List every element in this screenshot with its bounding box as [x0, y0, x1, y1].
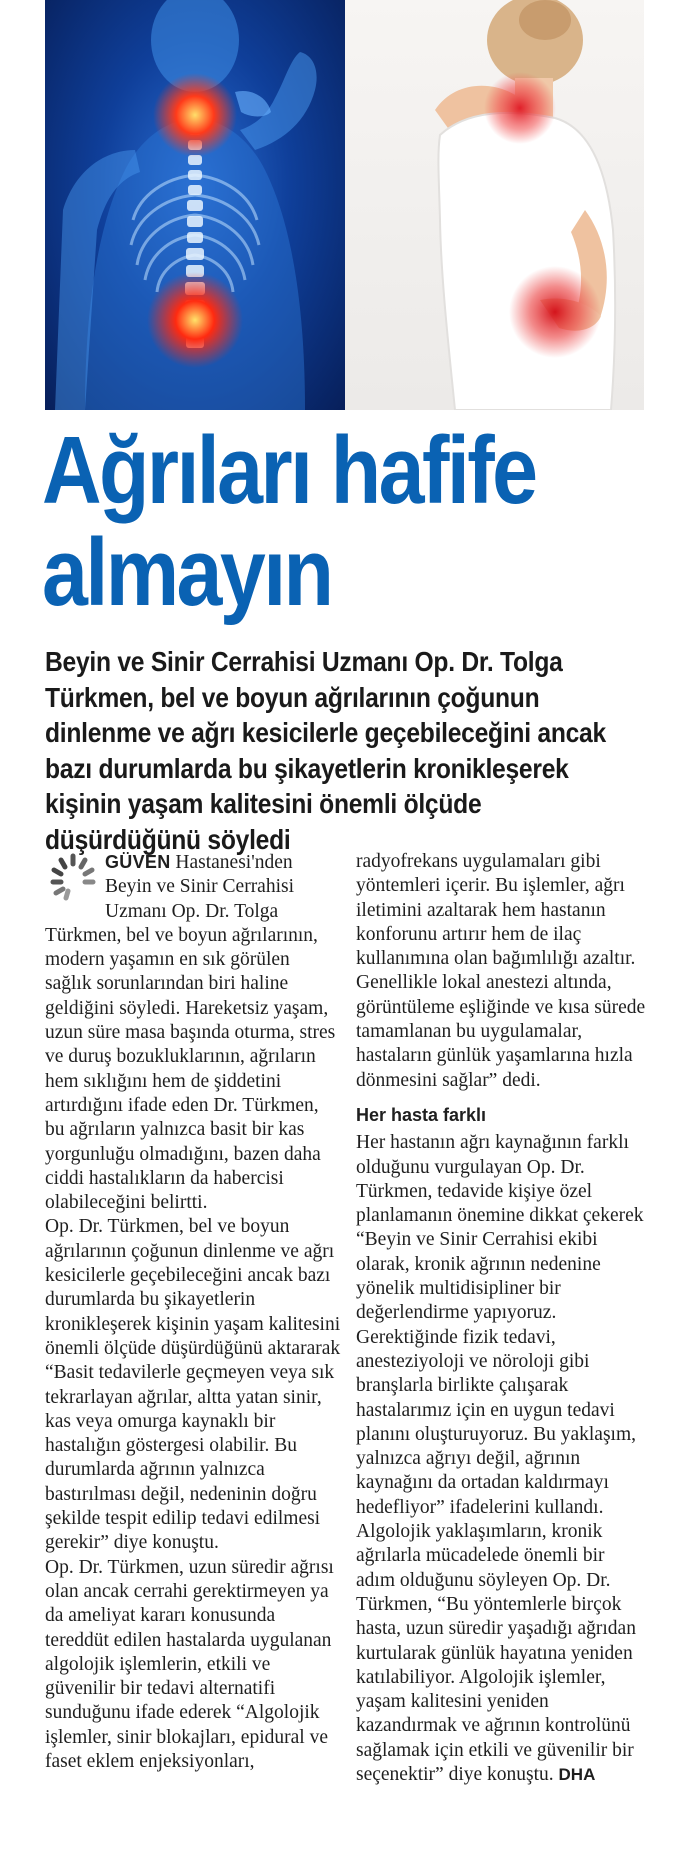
- paragraph-3: Op. Dr. Türkmen, uzun süredir ağrısı olan ancak cerrahi gerektirmeyen ya da ameliyat kararı konusunda tereddüt edilen hastalarda uygulanan algolojik işlemlerin, etkili ve güvenilir bir tedavi alternatifi sunduğunu ifade ederek “Algolojik işlemler, sinir blokajları, epidural ve faset eklem enjeksiyonları,: [45, 1556, 334, 1772]
- lead-paragraph: Beyin ve Sinir Cerrahisi Uzmanı Op. Dr. Tolga Türkmen, bel ve boyun ağrılarının çoğunun dinlenme ve ağrı kesicilerle geçebileceğini ancak bazı durumlarda bu şikayetlerin kronikleşerek kişinin yaşam kalitesini önemli ölçüde düşürdüğünü söyledi: [45, 646, 606, 855]
- hospital-brand-name: GÜVEN: [105, 852, 171, 872]
- closing-text: Algolojik yaklaşımların, kronik ağrılarla mücadelede önemli bir adım olduğunu söyleyen Op. Dr. Türkmen, “Bu yöntemlerle birçok hasta, uzun süredir yaşadığı ağrıdan kurtularak günlük hayatına yeniden katılabiliyor. Algolojik işlemler, yaşam kalitesini yeniden kazandırmak ve ağrının kontrolünü sağlamak için etkili ve güvenilir bir seçenektir” diye konuştu.: [356, 1521, 636, 1785]
- intro-paragraph: [45, 850, 341, 1215]
- paragraph-6: [356, 1520, 648, 1787]
- spine-pain-photo: [45, 0, 345, 410]
- hospital-logo-icon: [45, 850, 101, 902]
- paragraph-4: radyofrekans uygulamaları gibi yöntemleri içerir. Bu işlemler, ağrı iletimini azaltarak hem hastanın konforunu artırır hem de ilaç kullanımına olan bağımlılığı azaltır. Genellikle lokal anestezi altında, görüntüleme eşliğinde ve kısa sürede tamamlanan bu uygulamalar, hastaların günlük yaşamlarına hızla dönmesini sağlar” dedi.: [356, 851, 646, 1091]
- paragraph-2: Op. Dr. Türkmen, bel ve boyun ağrılarının çoğunun dinlenme ve ağrı kesicilerle geçebileceğini ancak bazı durumlarda bu şikayetlerin kronikleşerek kişinin yaşam kalitesini önemli ölçüde düşürdüğünü aktararak “Basit tedavilerle geçmeyen veya sık tekrarlayan ağrılar, altta yatan sinir, kas veya omurga kaynaklı bir hastalığın göstergesi olabilir. Bu durumlarda ağrının yalnızca bastırılması değil, nedeninin doğru şekilde tespit edilip tedavi edilmesi gerekir” diye konuştu.: [45, 1216, 341, 1554]
- body-column-2: [356, 850, 648, 1787]
- back-pain-photo: [345, 0, 644, 410]
- paragraph-5: Her hastanın ağrı kaynağının farklı olduğunu vurgulayan Op. Dr. Türkmen, tedavide kişiye özel planlamanın önemine dikkat çekerek “Beyin ve Sinir Cerrahisi ekibi olarak, kronik ağrının nedenine yönelik multidisipliner bir değerlendirme yapıyoruz. Gerektiğinde fizik tedavi, anesteziyoloji ve nöroloji gibi branşlarla birlikte çalışarak hastalarımız için en uygun tedavi planını oluşturuyoruz. Bu yaklaşım, yalnızca ağrıyı değil, ağrının kaynağını da ortadan kaldırmayı hedefliyor” ifadelerini kullandı.: [356, 1132, 644, 1518]
- body-column-1: [45, 850, 341, 1774]
- news-agency: DHA: [558, 1764, 596, 1784]
- spine-xray-icon: [45, 0, 345, 410]
- woman-back-pain-icon: [345, 0, 644, 410]
- subheading: Her hasta farklı: [356, 1104, 487, 1125]
- headline-line-1: Ağrıları hafife: [42, 417, 536, 524]
- headline-line-2: almayın: [42, 519, 332, 626]
- headline: [42, 417, 567, 626]
- intro-text: Hastanesi'nden Beyin ve Sinir Cerrahisi Uzmanı Op. Dr. Tolga Türkmen, bel ve boyun ağrılarının, modern yaşamın en sık görülen sağlık sorunlarından biri haline geldiğini söyledi. Hareketsiz yaşam, uzun süre masa başında oturma, stres ve duruş bozukluklarının, ağrıların hem sıklığını hem de şiddetini artırdığını ifade eden Dr. Türkmen, bu ağrıların yalnızca basit bir kas yorgunluğu olmadığını, bazen daha ciddi hastalıkların da habercisi olabileceğini belirtti.: [45, 852, 336, 1214]
